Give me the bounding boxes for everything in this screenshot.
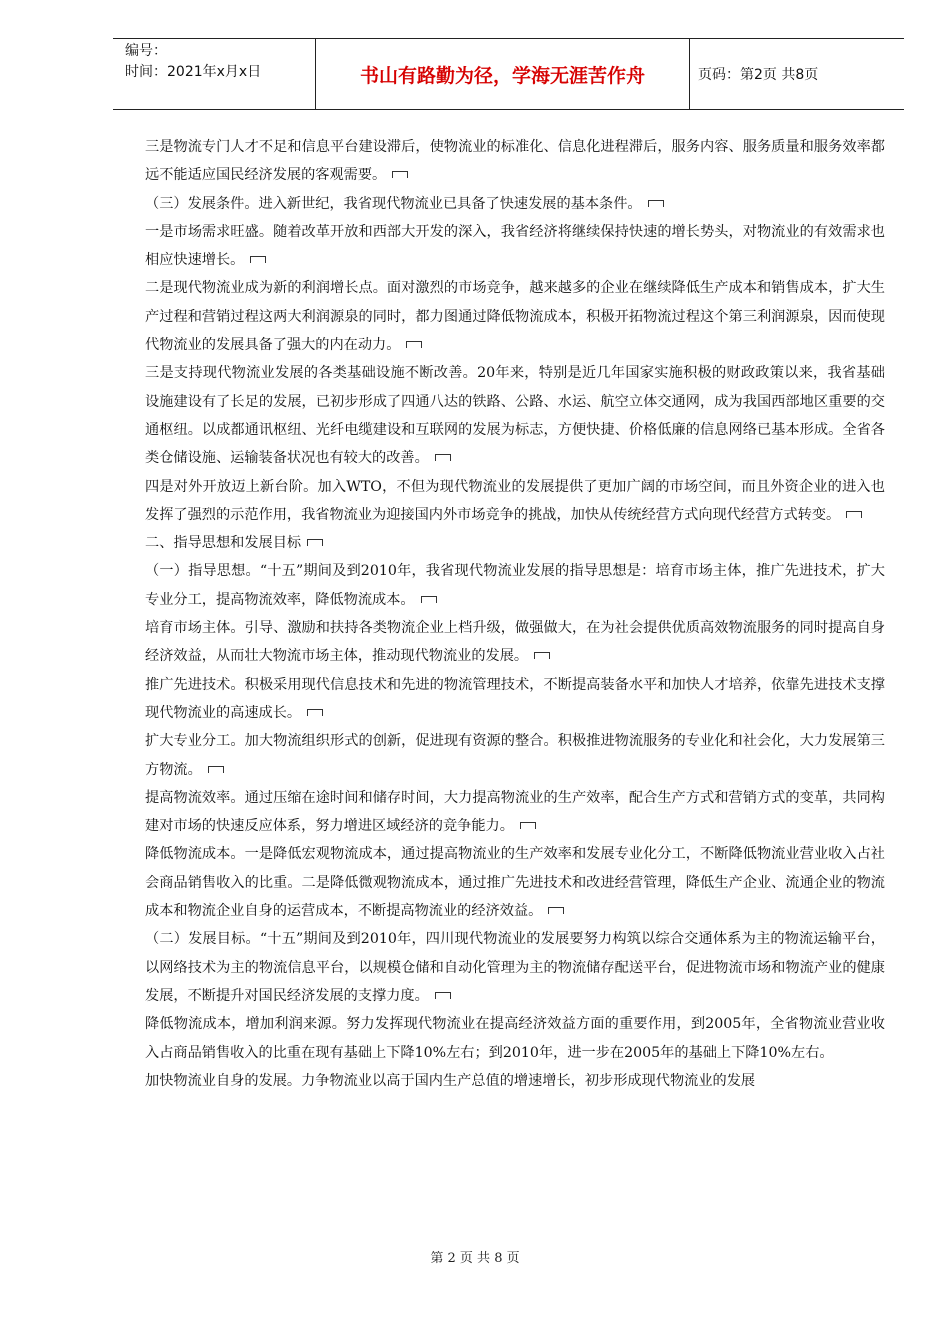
paragraph-text: （三）发展条件。进入新世纪，我省现代物流业已具备了快速发展的基本条件。 [145, 195, 642, 212]
body-paragraph [145, 727, 885, 784]
paragraph-mark-icon [307, 539, 323, 546]
paragraph-text: （二）发展目标。“十五”期间及到2010年，四川现代物流业的发展要努力构筑以综合交通体系为主的物流运输平台，以网络技术为主的物流信息平台，以规模仓储和自动化管理为主的物流储存配送平台，促进物流市场和物流产业的健康发展，不断提升对国民经济发展的支撑力度。 [145, 931, 885, 1004]
paragraph-mark-icon [520, 822, 536, 829]
paragraph-mark-icon [250, 256, 266, 263]
body-paragraph [145, 557, 885, 614]
paragraph-text: 培育市场主体。引导、激励和扶持各类物流企业上档升级，做强做大，在为社会提供优质高效物流服务的同时提高自身经济效益，从而壮大物流市场主体，推动现代物流业的发展。 [145, 620, 885, 665]
paragraph-mark-icon [435, 454, 451, 461]
paragraph-text: 四是对外开放迈上新台阶。加入WTO，不但为现代物流业的发展提供了更加广阔的市场空间，而且外资企业的进入也发挥了强烈的示范作用，我省物流业为迎接国内外市场竞争的挑战，加快从传统经营方式向现代经营方式转变。 [145, 478, 885, 523]
paragraph-mark-icon [435, 992, 451, 999]
paragraph-text: 降低物流成本，增加利润来源。努力发挥现代物流业在提高经济效益方面的重要作用，到2005年，全省物流业营业收入占商品销售收入的比重在现有基础上下降10%左右；到2010年，进一步在2005年的基础上下降10%左右。 [145, 1016, 885, 1061]
paragraph-text: 降低物流成本。一是降低宏观物流成本，通过提高物流业的生产效率和发展专业化分工，不断降低物流业营业收入占社会商品销售收入的比重。二是降低微观物流成本，通过推广先进技术和改进经营管理，降低生产企业、流通企业的物流成本和物流企业自身的运营成本，不断提高物流业的经济效益。 [145, 846, 885, 920]
paragraph-mark-icon [421, 596, 437, 603]
paragraph-mark-icon [534, 652, 550, 659]
body-paragraph [145, 473, 885, 530]
body-paragraph [145, 274, 885, 359]
paragraph-mark-icon [208, 766, 224, 773]
paragraph-text: 三是支持现代物流业发展的各类基础设施不断改善。20年来，特别是近几年国家实施积极的财政政策以来，我省基础设施建设有了长足的发展，已初步形成了四通八达的铁路、公路、水运、航空立体交通网，成为我国西部地区重要的交通枢纽。以成都通讯枢纽、光纤电缆建设和互联网的发展为标志，方便快捷、价格低廉的信息网络已基本形成。全省各类仓储设施、运输装备状况也有较大的改善。 [145, 365, 885, 467]
section-heading [145, 529, 885, 557]
paragraph-mark-icon [648, 200, 664, 207]
page-footer: 第 2 页 共 8 页 [430, 1251, 520, 1266]
section-heading-text: 二、指导思想和发展目标 [145, 535, 302, 552]
body-paragraph [145, 359, 885, 472]
document-time-label: 时间：2021年x月x日 [125, 64, 262, 80]
paragraph-text: 一是市场需求旺盛。随着改革开放和西部大开发的深入，我省经济将继续保持快速的增长势头，对物流业的有效需求也相应快速增长。 [145, 223, 885, 269]
paragraph-text: 推广先进技术。积极采用现代信息技术和先进的物流管理技术，不断提高装备水平和加快人才培养，依靠先进技术支撑现代物流业的高速成长。 [145, 676, 885, 721]
body-paragraph [145, 133, 885, 190]
paragraph-mark-icon [307, 709, 323, 716]
paragraph-text: 加快物流业自身的发展。力争物流业以高于国内生产总值的增速增长，初步形成现代物流业的发展 [145, 1072, 756, 1089]
body-paragraph [145, 218, 885, 275]
paragraph-text: 扩大专业分工。加大物流组织形式的创新，促进现有资源的整合。积极推进物流服务的专业化和社会化，大力发展第三方物流。 [145, 733, 885, 778]
header-motto: 书山有路勤为径，学海无涯苦作舟 [315, 39, 690, 109]
paragraph-mark-icon [392, 171, 408, 178]
paragraph-text: 三是物流专门人才不足和信息平台建设滞后，使物流业的标准化、信息化进程滞后，服务内容、服务质量和服务效率都远不能适应国民经济发展的客观需要。 [145, 139, 885, 184]
paragraph-text: 提高物流效率。通过压缩在途时间和储存时间，大力提高物流业的生产效率，配合生产方式和营销方式的变革，共同构建对市场的快速反应体系，努力增进区域经济的竞争能力。 [145, 789, 885, 835]
body-paragraph [145, 1010, 885, 1067]
document-number-label: 编号： [125, 43, 167, 59]
header-meta [113, 39, 315, 109]
paragraph-mark-icon [846, 511, 862, 518]
paragraph-mark-icon [548, 907, 564, 914]
body-paragraph [145, 614, 885, 671]
paragraph-mark-icon [406, 341, 422, 348]
body-paragraph [145, 925, 885, 1010]
page-header [113, 38, 904, 110]
paragraph-text: （一）指导思想。“十五”期间及到2010年，我省现代物流业发展的指导思想是：培育市场主体，推广先进技术，扩大专业分工，提高物流效率，降低物流成本。 [145, 563, 885, 608]
body-paragraph [145, 1067, 885, 1095]
paragraph-text: 二是现代物流业成为新的利润增长点。面对激烈的市场竞争，越来越多的企业在继续降低生产成本和销售成本，扩大生产过程和营销过程这两大利润源泉的同时，都力图通过降低物流成本，积极开拓物流过程这个第三利润源泉，因而使现代物流业的发展具备了强大的内在动力。 [145, 280, 885, 354]
body-paragraph [145, 190, 885, 218]
document-body [145, 133, 885, 1095]
body-paragraph [145, 840, 885, 925]
body-paragraph [145, 671, 885, 728]
body-paragraph [145, 784, 885, 841]
header-page-number: 页码：第2页 共8页 [698, 67, 819, 83]
